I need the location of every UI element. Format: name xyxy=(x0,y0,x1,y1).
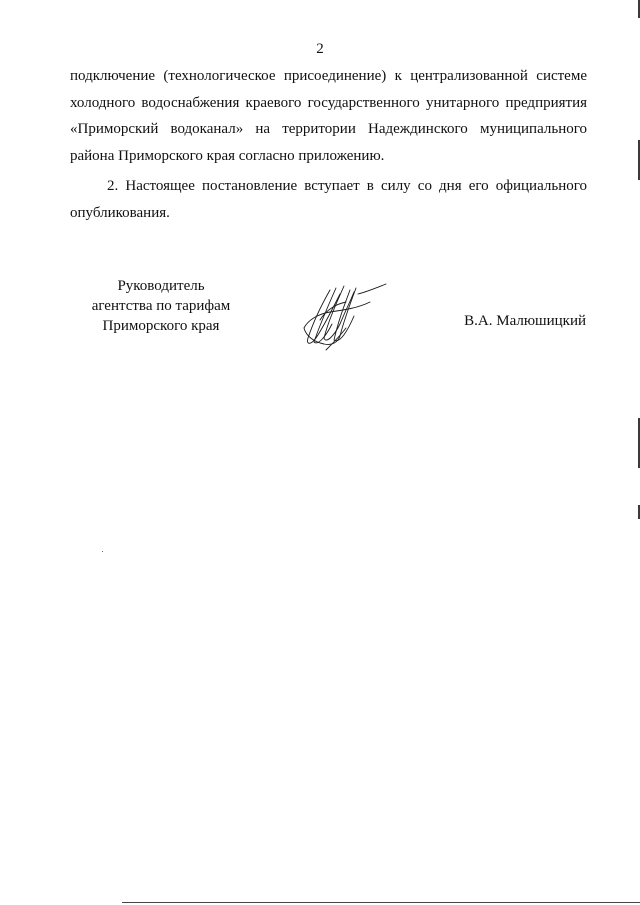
handwritten-signature xyxy=(296,280,392,352)
paragraph-2: 2. Настоящее постановление вступает в силу со дня его официального опубликования. xyxy=(70,178,587,221)
paragraph-1: подключение (технологическое присоединение) к централизованной системе холодного водоснабжения краевого государственного унитарного предприятия «Приморский водоканал» на территории Надеждинского муниципального района Приморского края согласно приложению. xyxy=(70,68,587,164)
scan-speck xyxy=(102,551,103,552)
signatory-title-line-2: агентства по тарифам xyxy=(91,298,231,314)
scan-bottom-edge xyxy=(122,902,640,903)
body-text xyxy=(70,63,587,226)
signatory-title-line-1: Руководитель xyxy=(117,278,205,294)
signatory-name: В.А. Малюшицкий xyxy=(464,313,586,329)
page-number: 2 xyxy=(316,41,324,57)
signatory-title-line-3: Приморского края xyxy=(102,318,220,334)
signatory-title-block xyxy=(76,276,246,336)
